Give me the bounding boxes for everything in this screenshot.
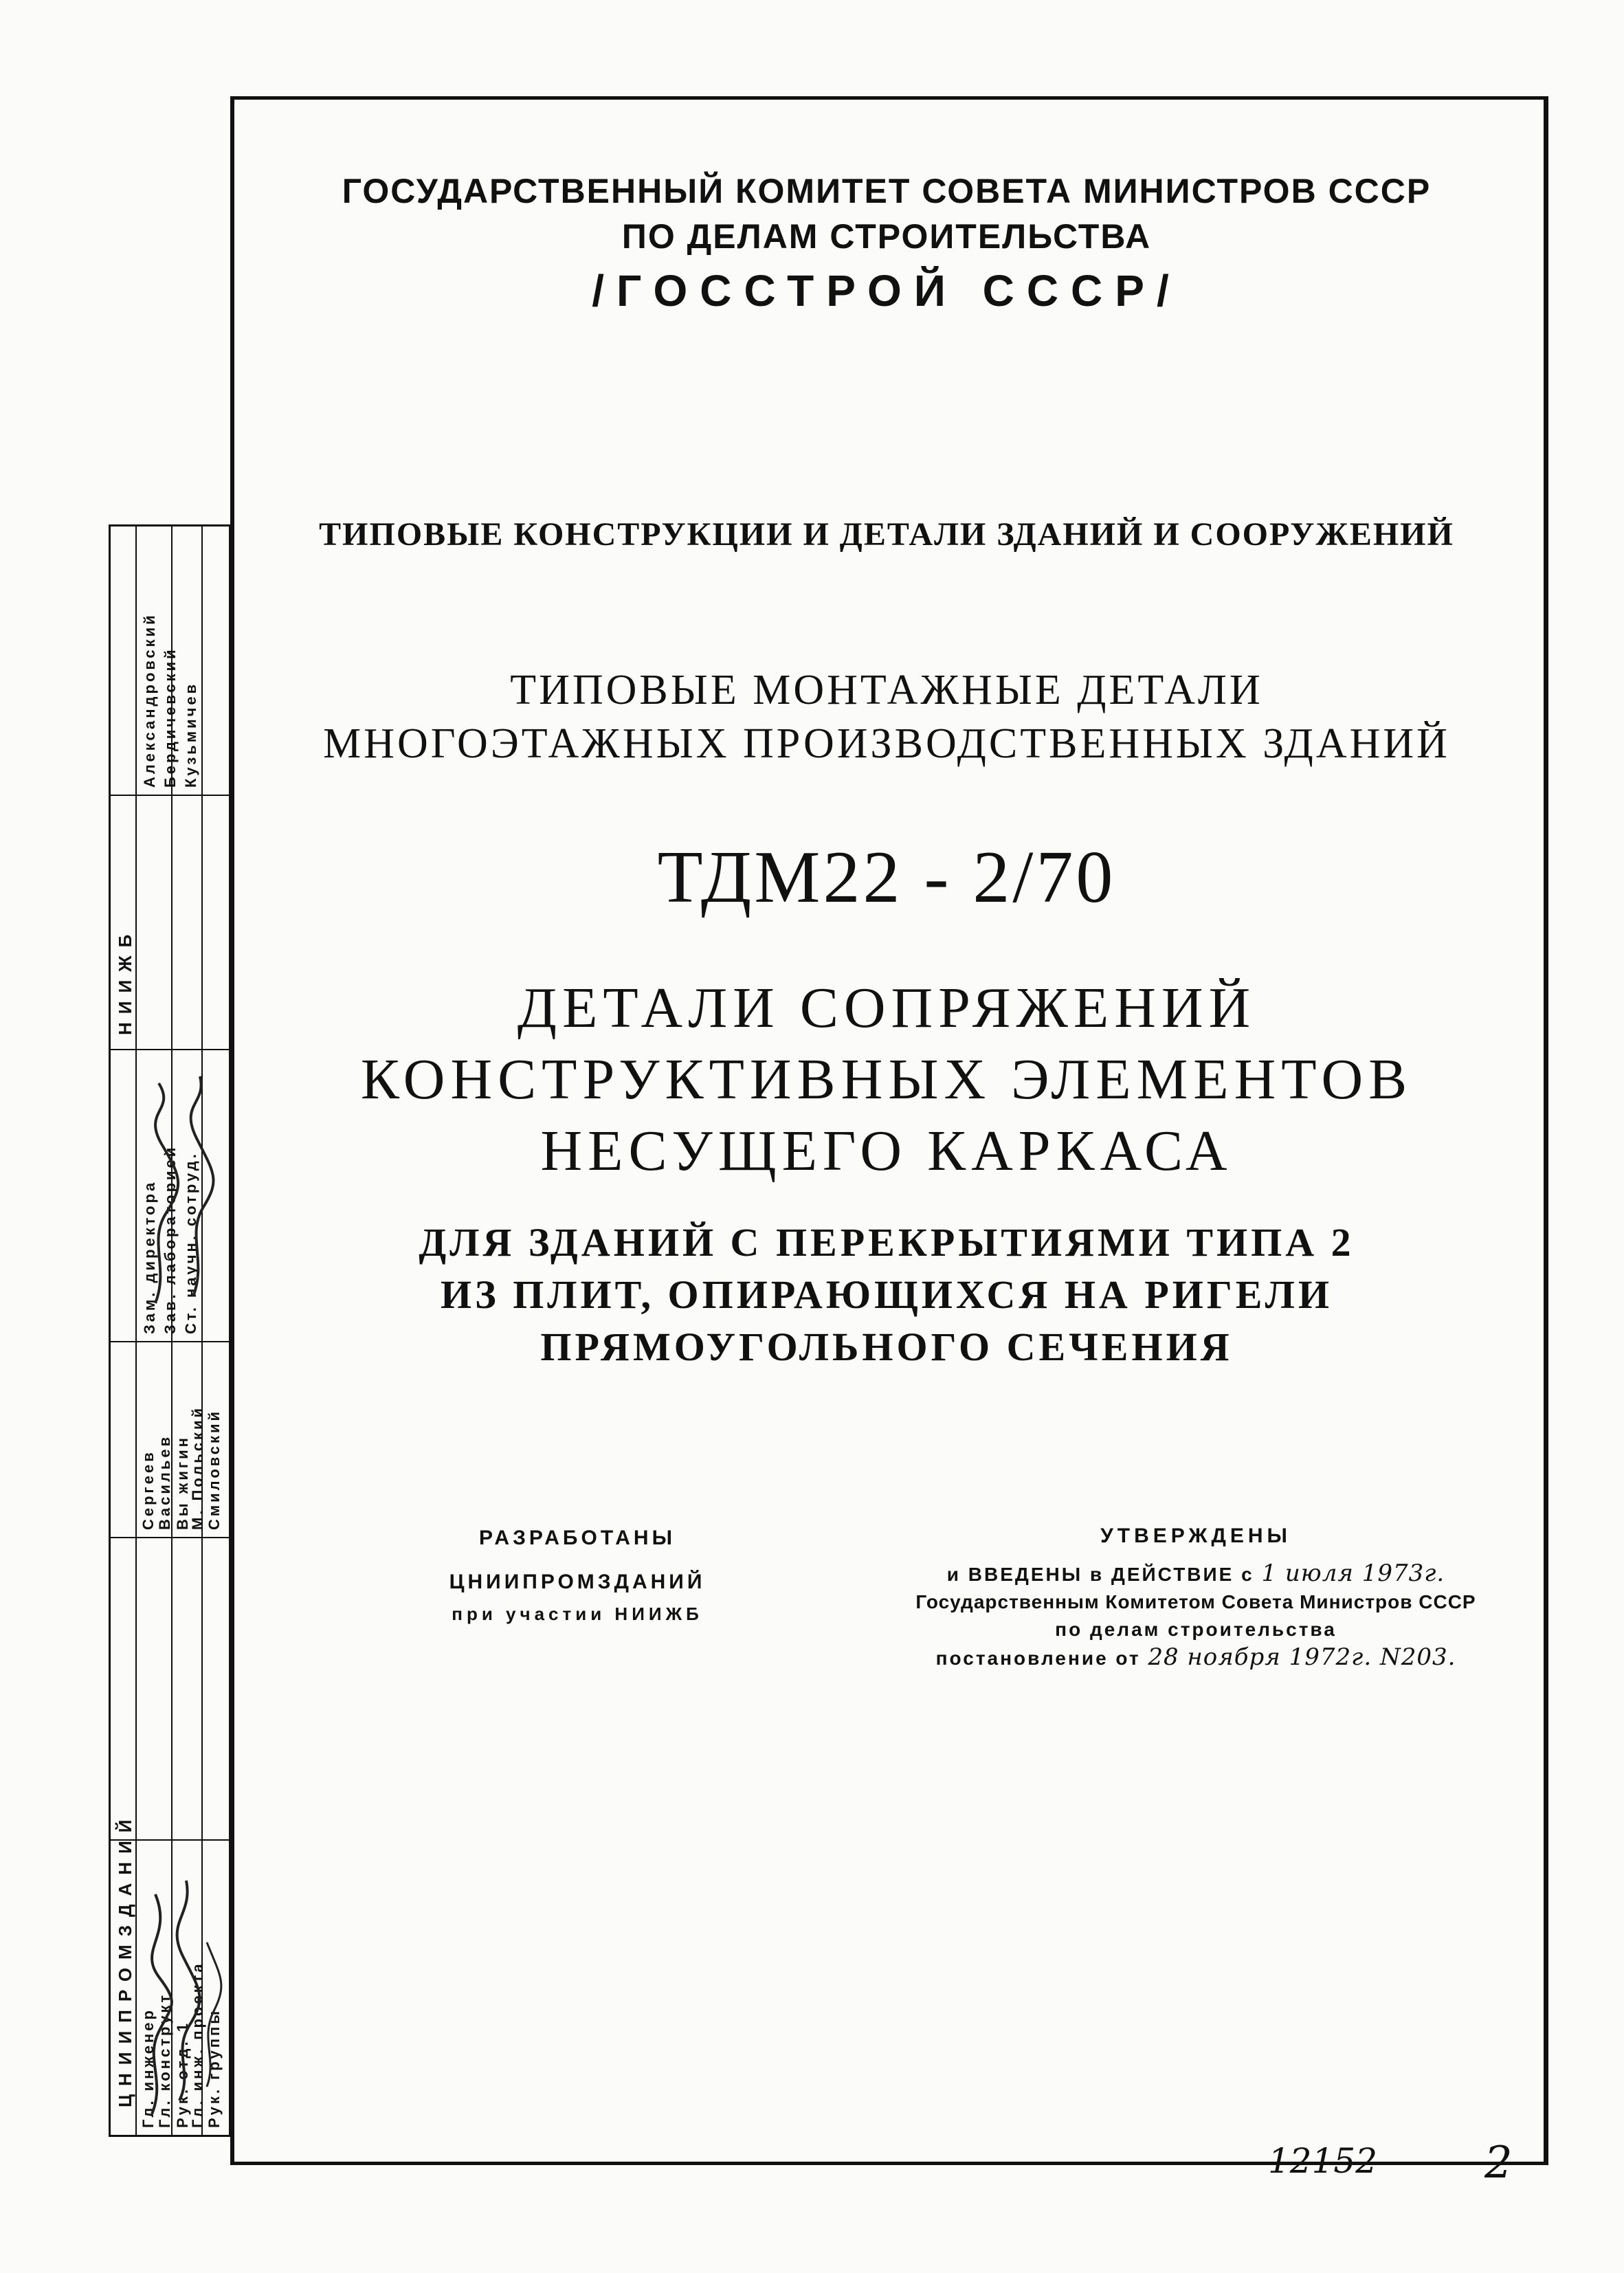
subtitle-line-2: МНОГОЭТАЖНЫХ ПРОИЗВОДСТВЕННЫХ ЗДАНИЙ [323, 720, 1450, 767]
title-line-1: ДЕТАЛИ СОПРЯЖЕНИЙ [517, 976, 1256, 1040]
page-number: 2 [1484, 2138, 1513, 2188]
stamp-name-a-3: Вы жигин [174, 1435, 191, 1530]
signature-group-b [138, 1063, 227, 1324]
authority-line-1: ГОСУДАРСТВЕННЫЙ КОМИТЕТ СОВЕТА МИНИСТРОВ СССР [342, 172, 1432, 210]
approval-stamp [109, 524, 232, 2137]
archive-number: 12152 [1268, 2141, 1378, 2181]
approved-label: УТВЕРЖДЕНЫ [1100, 1524, 1291, 1547]
stamp-org-b: НИИЖБ [115, 926, 135, 1035]
subtitle-line-1: ТИПОВЫЕ МОНТАЖНЫЕ ДЕТАЛИ [510, 667, 1263, 713]
document-code [234, 835, 1539, 920]
document-description [234, 1217, 1539, 1373]
stamp-name-a-4: М. Польский [189, 1405, 206, 1530]
approved-line-2: Государственным Комитетом Совета Министров СССР [915, 1591, 1476, 1612]
desc-line-1: ДЛЯ ЗДАНИЙ С ПЕРЕКРЫТИЯМИ ТИПА 2 [419, 1220, 1355, 1265]
stamp-name-b-3: Кузьмичев [182, 681, 199, 788]
approved-line1-prefix: и ВВЕДЕНЫ в ДЕЙСТВИЕ с [946, 1564, 1254, 1585]
stamp-position-a-1: Гл. инженер [140, 2008, 157, 2128]
document-title [234, 973, 1539, 1187]
subtitle [234, 663, 1539, 770]
approved-line4-prefix: постановление от [935, 1648, 1141, 1669]
stamp-position-b-1: Зам. директора [141, 1179, 158, 1334]
developed-org: ЦНИИПРОМЗДАНИЙ [449, 1571, 706, 1593]
stamp-name-a-5: Смиловский [205, 1408, 223, 1530]
developed-label: РАЗРАБОТАНЫ [479, 1527, 676, 1549]
desc-line-2: ИЗ ПЛИТ, ОПИРАЮЩИХСЯ НА РИГЕЛИ [440, 1272, 1333, 1317]
stamp-position-b-2: Зав. лабораторией [162, 1144, 179, 1334]
authority-line-3: /ГОССТРОЙ СССР/ [592, 266, 1181, 315]
code-text: ТДМ22 - 2/70 [657, 836, 1116, 918]
approved-by [866, 1522, 1526, 1672]
stamp-name-b-2: Бердичевский [162, 647, 179, 788]
stamp-position-a-5: Рук. группы [205, 2008, 223, 2128]
resolution-date: 28 ноября 1972г. N203. [1148, 1643, 1456, 1671]
stamp-name-a-2: Васильев [156, 1434, 173, 1530]
series-line: ТИПОВЫЕ КОНСТРУКЦИИ И ДЕТАЛИ ЗДАНИЙ И СООРУЖЕНИЙ [319, 516, 1454, 553]
desc-line-3: ПРЯМОУГОЛЬНОГО СЕЧЕНИЯ [540, 1324, 1233, 1369]
authority-line-2: ПО ДЕЛАМ СТРОИТЕЛЬСТВА [621, 217, 1152, 256]
title-line-3: НЕСУЩЕГО КАРКАСА [540, 1119, 1233, 1183]
developed-by [344, 1522, 811, 1630]
approved-line-3: по делам строительства [1055, 1619, 1337, 1640]
stamp-position-b-3: Ст. научн. сотруд. [182, 1151, 199, 1334]
series-title [234, 515, 1539, 553]
developed-participation: при участии НИИЖБ [452, 1604, 703, 1624]
signature-group-a [138, 1853, 227, 2128]
stamp-position-a-2: Гл. конструкт. [156, 1986, 173, 2128]
title-line-2: КОНСТРУКТИВНЫХ ЭЛЕМЕНТОВ [360, 1047, 1413, 1111]
stamp-position-a-3: Рук. отд. 1 [174, 2021, 191, 2128]
issuing-authority [234, 168, 1539, 322]
stamp-org-a: ЦНИИПРОМЗДАНИЙ [115, 1811, 135, 2107]
stamp-name-a-1: Сергеев [140, 1450, 157, 1530]
approved-date: 1 июля 1973г. [1261, 1560, 1445, 1587]
stamp-name-b-1: Александровский [141, 612, 158, 788]
stamp-position-a-4: Гл. инж. проекта [189, 1961, 206, 2128]
